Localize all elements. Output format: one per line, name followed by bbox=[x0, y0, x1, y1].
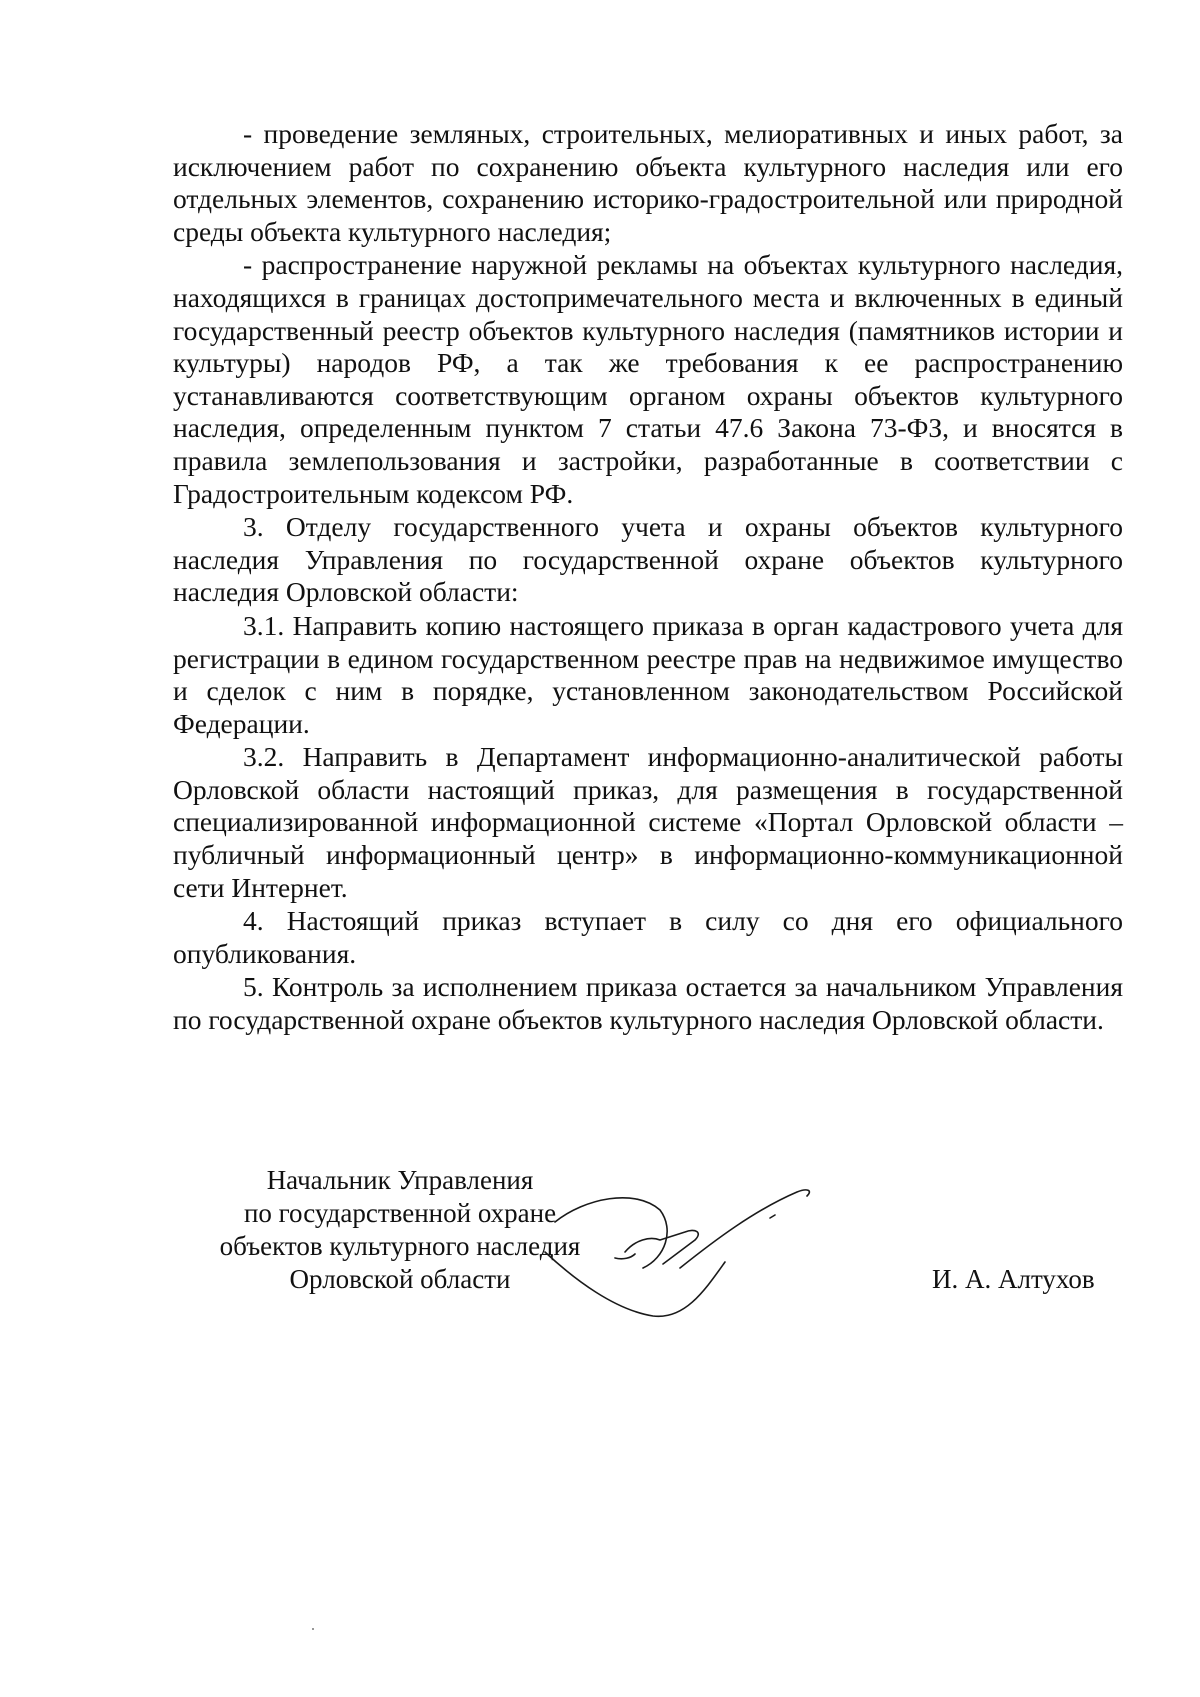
paragraph-item-3-2: 3.2. Направить в Департамент информационно-аналитической работы Орловской области настоящий приказ, для размещения в государственной специализированной информационной системе «Портал Орловской области – публичный информационный центр» в информационно-коммуникационной сети Интернет. bbox=[173, 741, 1123, 903]
paragraph-advertising-restriction: - распространение наружной рекламы на объектах культурного наследия, находящихся в границах достопримечательного места и включенных в единый государственный реестр объектов культурного наследия (памятников истории и культуры) народов РФ, а так же требования к ее распространению устанавливаются соответствующим органом охраны объектов культурного наследия, определенным пунктом 7 статьи 47.6 Закона 73-ФЗ, и вносятся в правила землепользования и застройки, разработанные в соответствии с Градостроительным кодексом РФ. bbox=[173, 249, 1123, 509]
paragraph-item-5: 5. Контроль за исполнением приказа остается за начальником Управления по государственной охране объектов культурного наследия Орловской области. bbox=[173, 971, 1123, 1036]
signer-name: И. А. Алтухов bbox=[932, 1264, 1095, 1294]
paragraph-item-3-1: 3.1. Направить копию настоящего приказа в орган кадастрового учета для регистрации в едином государственном реестре прав на недвижимое имущество и сделок с ним в порядке, установленном законодательством Российской Федерации. bbox=[173, 609, 1123, 739]
paragraph-earthworks-restriction: - проведение земляных, строительных, мелиоративных и иных работ, за исключением работ по сохранению объекта культурного наследия или его отдельных элементов, сохранению историко-градостроительной или природной среды объекта культурного наследия; bbox=[173, 118, 1123, 247]
paragraph-item-3: 3. Отделу государственного учета и охраны объектов культурного наследия Управления по государственной охране объектов культурного наследия Орловской области: bbox=[173, 511, 1123, 608]
signer-position-line: Орловской области bbox=[289, 1264, 511, 1294]
signer-position-line: Начальник Управления bbox=[266, 1165, 534, 1195]
signer-position-line: по государственной охране bbox=[243, 1198, 557, 1228]
signer-position-line: объектов культурного наследия bbox=[219, 1231, 581, 1261]
handwritten-signature bbox=[535, 1170, 835, 1320]
scan-speck bbox=[312, 1628, 314, 1630]
paragraph-item-4: 4. Настоящий приказ вступает в силу со дня его официального опубликования. bbox=[173, 905, 1123, 969]
document-body bbox=[173, 118, 1123, 1038]
